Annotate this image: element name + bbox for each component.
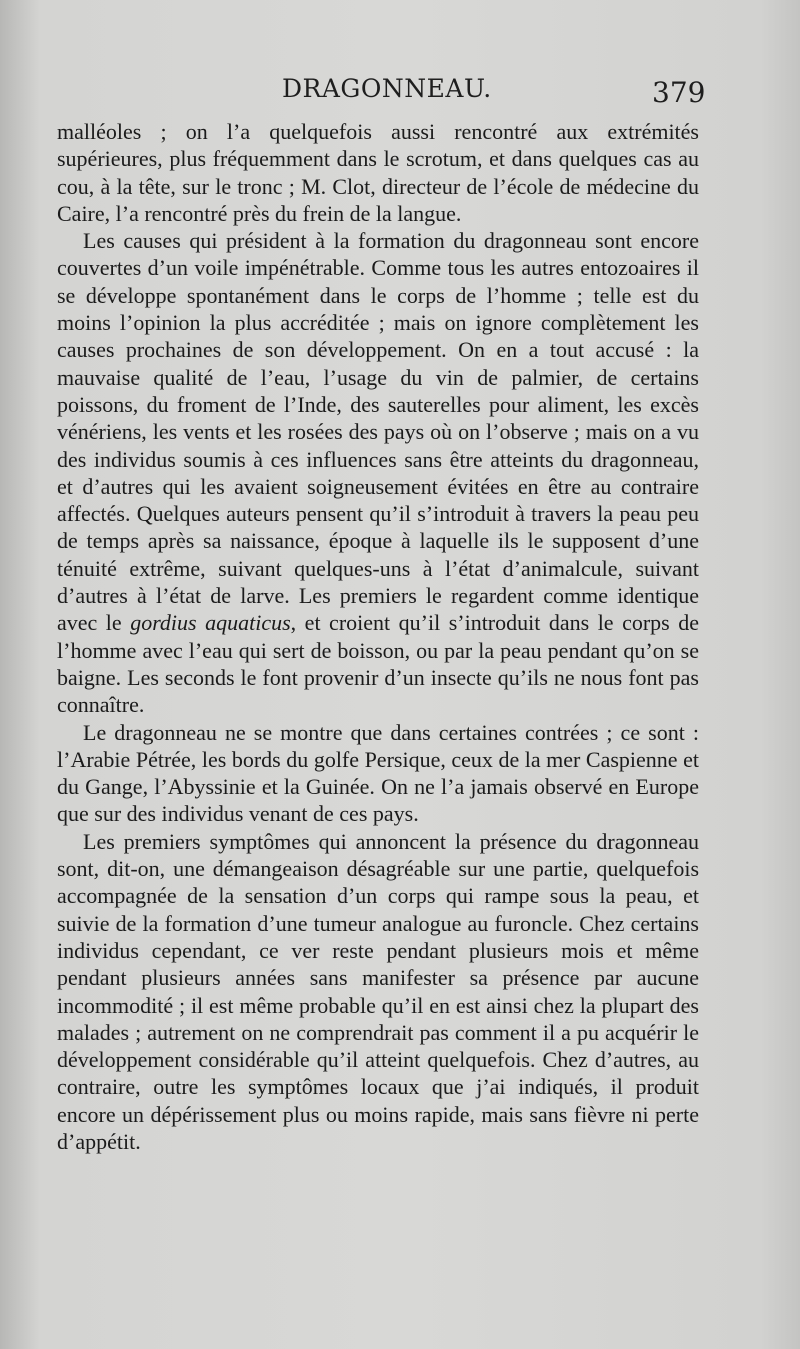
running-head — [0, 74, 800, 108]
latin-species-name: gordius aquaticus — [130, 610, 291, 636]
paragraph — [57, 227, 699, 718]
paragraph-text: Les causes qui président à la formation du dragonneau sont encore couvertes d’un voile impénétrable. Comme tous les autres entozoaires il se développe spontanément dans le corps de l’homme ; telle est du moins l’opinion la plus accréditée ; mais on ignore complètement les causes prochaines de son développement. On en a tout accusé : la mauvaise qualité de l’eau, l’usage du vin de palmier, de certains poissons, du froment de l’Inde, des sauterelles pour aliment, les excès vénériens, les vents et les rosées des pays où on l’observe ; mais on a vu des individus soumis à ces influences sans être atteints du dragonneau, et d’autres qui les avaient soigneusement évitées en être au contraire affectés. Quelques auteurs pensent qu’il s’introduit à travers la peau peu de temps après sa naissance, époque à laquelle ils le supposent d’une ténuité extrême, suivant quelques-uns à l’état d’animalcule, suivant d’autres à l’état de larve. Les premiers le regardent comme identique avec le — [57, 228, 699, 636]
paragraph — [57, 118, 699, 227]
body-text — [57, 118, 699, 1155]
paragraph-text: Le dragonneau ne se montre que dans certaines contrées ; ce sont : l’Arabie Pétrée, les bords du golfe Persique, ceux de la mer Caspienne et du Gange, l’Abyssinie et la Guinée. On ne l’a jamais observé en Europe que sur des individus venant de ces pays. — [57, 719, 699, 827]
paragraph-text: , et croient qu’il s’introduit dans le corps de l’homme avec l’eau qui sert de boisson, ou par la peau pendant qu’on se baigne. Les seconds le font provenir d’un insecte qu’ils ne nous font pas connaître. — [57, 610, 699, 718]
running-title: DRAGONNEAU. — [282, 74, 492, 103]
paragraph-text: Les premiers symptômes qui annoncent la présence du dragonneau sont, dit-on, une démangeaison désagréable sur une partie, quelquefois accompagnée de la sensation d’un corps qui rampe sous la peau, et suivie de la formation d’une tumeur analogue au furoncle. Chez certains individus cependant, ce ver reste pendant plusieurs mois et même pendant plusieurs années sans manifester sa présence par aucune incommodité ; il est même probable qu’il en est ainsi chez la plupart des malades ; autrement on ne comprendrait pas comment il a pu acquérir le développement considérable qu’il atteint quelquefois. Chez d’autres, au contraire, outre les symptômes locaux que j’ai indiqués, il produit encore un dépérissement plus ou moins rapide, mais sans fièvre ni perte d’appétit. — [57, 828, 699, 1154]
paragraph — [57, 719, 699, 828]
page-number: 379 — [652, 76, 706, 109]
paragraph-text: malléoles ; on l’a quelquefois aussi rencontré aux extrémités supérieures, plus fréquemment dans le scrotum, et dans quelques cas au cou, à la tête, sur le tronc ; M. Clot, directeur de l’école de médecine du Caire, l’a rencontré près du frein de la langue. — [57, 119, 699, 226]
paragraph — [57, 828, 699, 1156]
